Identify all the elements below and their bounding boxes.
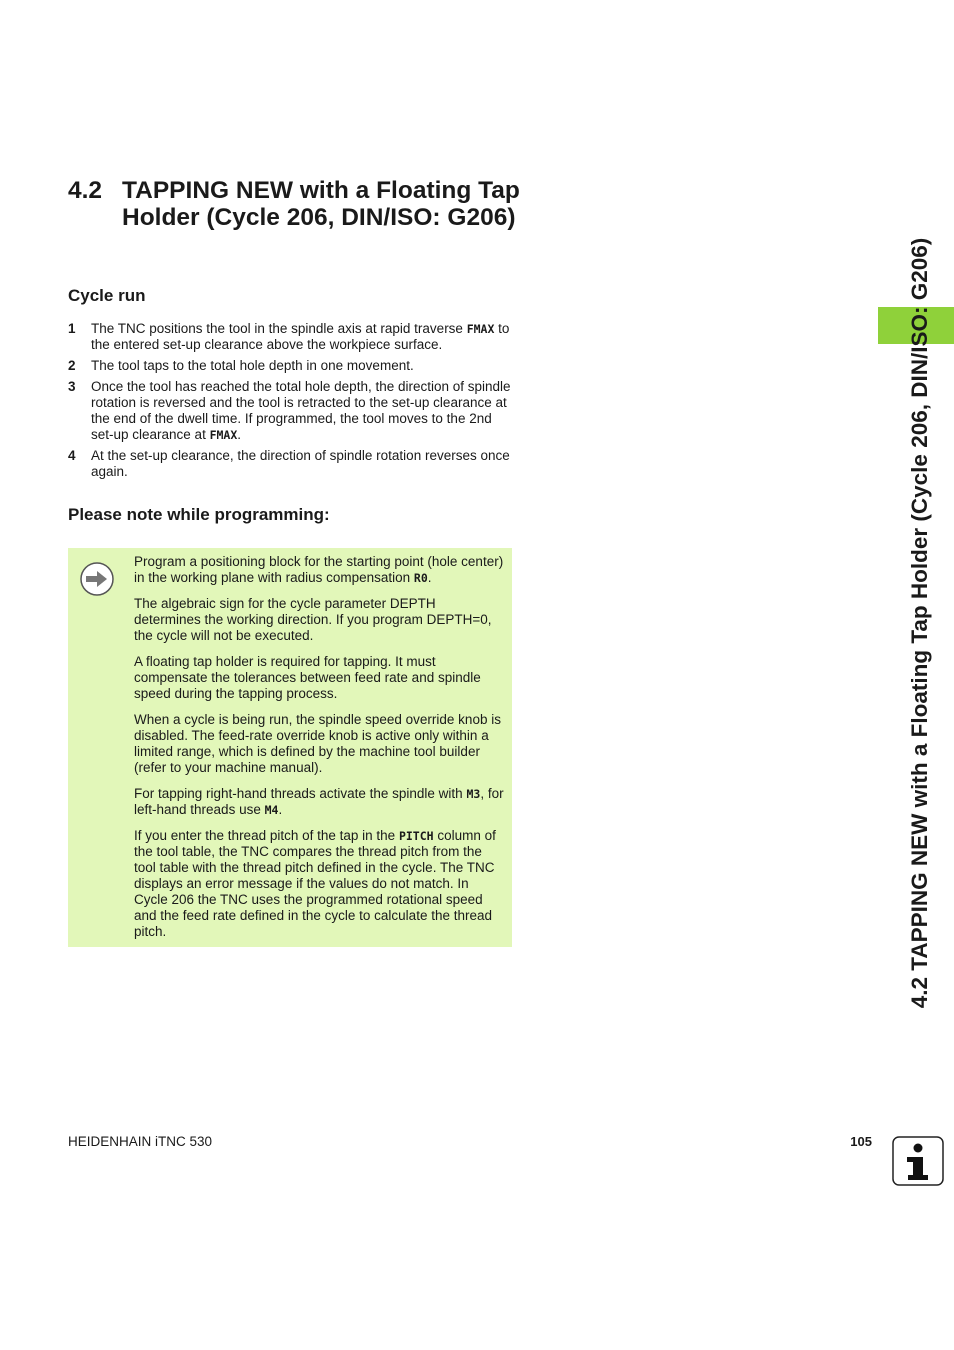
list-item bbox=[68, 358, 514, 374]
cycle-run-heading: Cycle run bbox=[68, 286, 146, 305]
info-icon bbox=[892, 1136, 944, 1186]
arrow-right-icon bbox=[80, 562, 114, 596]
code-keyword: PITCH bbox=[398, 829, 434, 843]
note-item: The algebraic sign for the cycle parameter DEPTH determines the working direction. If you program DEPTH=0, the cycle will not be executed. bbox=[134, 596, 492, 643]
note-text: For tapping right-hand threads activate the spindle with bbox=[134, 786, 467, 801]
cycle-steps-list bbox=[68, 321, 514, 485]
note-text: Program a positioning block for the starting point (hole center) in the working plane with radius compensation bbox=[134, 554, 504, 585]
step-text: to the entered set-up clearance above the workpiece surface. bbox=[91, 321, 510, 352]
note-box bbox=[68, 548, 512, 947]
note-text: If you enter the thread pitch of the tap in the bbox=[134, 828, 399, 843]
code-keyword: FMAX bbox=[209, 428, 238, 442]
list-item bbox=[68, 321, 514, 353]
side-title bbox=[896, 182, 944, 1064]
step-number: 1 bbox=[68, 321, 76, 336]
section-title bbox=[68, 177, 528, 231]
note-item: When a cycle is being run, the spindle speed override knob is disabled. The feed-rate override knob is active only within a limited range, which is defined by the machine tool builder (refer to your machine manual). bbox=[134, 712, 501, 775]
step-text: . bbox=[237, 427, 242, 442]
side-title-text: 4.2 TAPPING NEW with a Floating Tap Holder (Cycle 206, DIN/ISO: G206) bbox=[907, 237, 932, 1009]
step-text: At the set-up clearance, the direction of spindle rotation reverses once again. bbox=[91, 448, 510, 479]
note-text: column of the tool table, the TNC compares the thread pitch from the tool table with the thread pitch defined in the cycle. The TNC displays an error message if the values do not match. In Cycle 206 the TNC uses the programmed rotational speed and the feed rate defined in the cycle to calculate the thread pitch. bbox=[134, 828, 496, 939]
note-text: . bbox=[427, 570, 432, 585]
step-text: The tool taps to the total hole depth in one movement. bbox=[91, 358, 414, 373]
note-item bbox=[134, 828, 504, 940]
note-item: A floating tap holder is required for tapping. It must compensate the tolerances between feed rate and spindle speed during the tapping process. bbox=[134, 654, 481, 701]
section-title-text: TAPPING NEW with a Floating Tap Holder (Cycle 206, DIN/ISO: G206) bbox=[122, 177, 520, 231]
code-keyword: R0 bbox=[413, 571, 428, 585]
code-keyword: FMAX bbox=[466, 322, 495, 336]
notes-heading: Please note while programming: bbox=[68, 505, 330, 524]
code-keyword: M4 bbox=[264, 803, 279, 817]
notes-list bbox=[134, 554, 504, 950]
note-item bbox=[134, 786, 504, 818]
code-keyword: M3 bbox=[466, 787, 481, 801]
footer-product: HEIDENHAIN iTNC 530 bbox=[68, 1134, 213, 1149]
list-item bbox=[68, 379, 514, 443]
step-text: Once the tool has reached the total hole depth, the direction of spindle rotation is reversed and the tool is retracted to the set-up clearance at the end of the dwell time. If programmed, the tool moves to the 2nd set-up clearance at bbox=[91, 379, 511, 442]
step-text: The TNC positions the tool in the spindle axis at rapid traverse bbox=[91, 321, 467, 336]
note-text: . bbox=[278, 802, 283, 817]
step-number: 4 bbox=[68, 448, 76, 463]
section-number: 4.2 bbox=[68, 177, 103, 204]
note-item bbox=[134, 554, 504, 586]
step-number: 3 bbox=[68, 379, 76, 394]
page-number: 105 bbox=[850, 1134, 872, 1149]
list-item bbox=[68, 448, 514, 480]
step-number: 2 bbox=[68, 358, 76, 373]
note-text: , for left-hand threads use bbox=[134, 786, 504, 817]
